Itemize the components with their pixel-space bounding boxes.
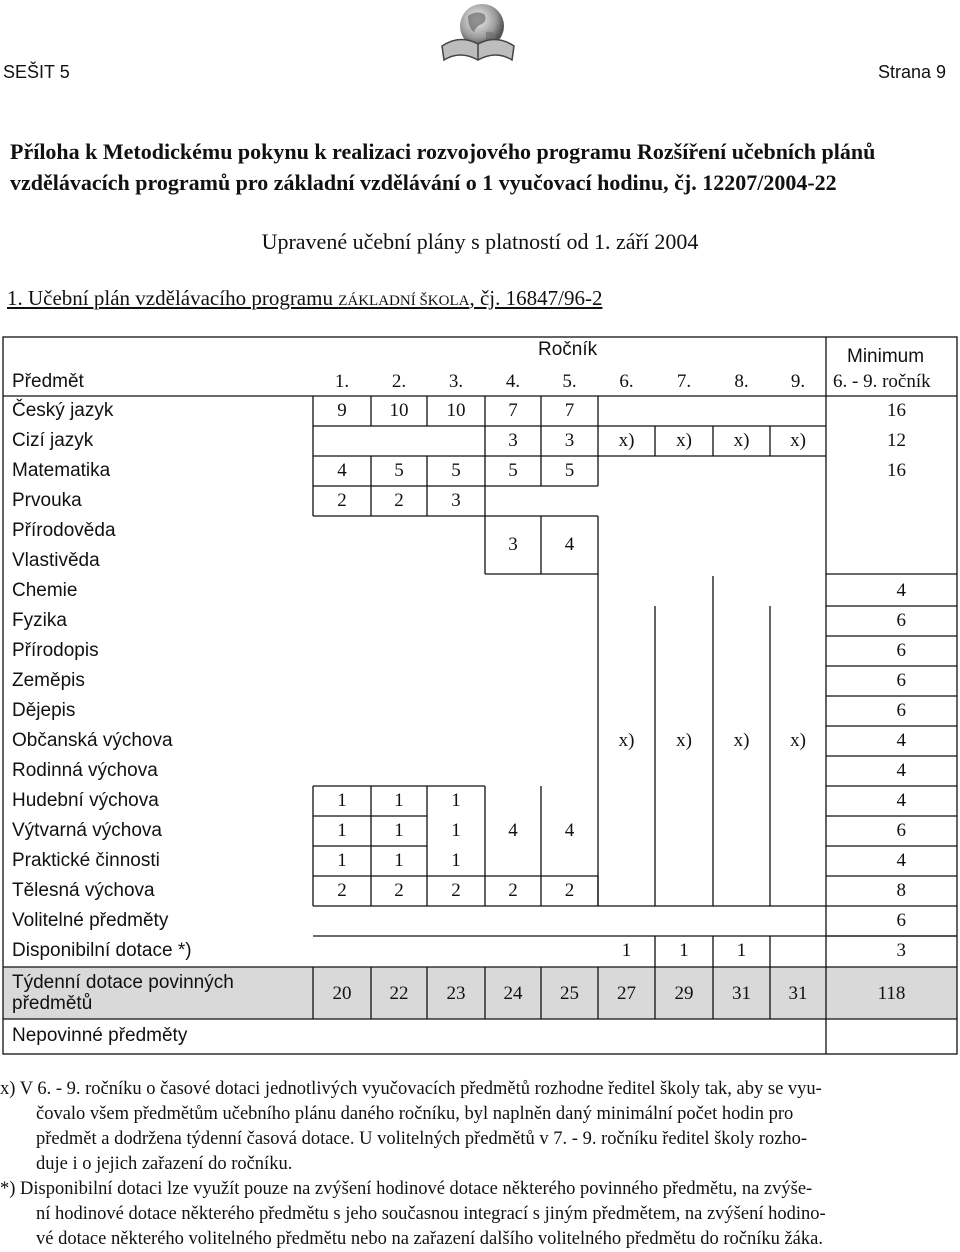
table-row-subject: Výtvarná výchova <box>12 820 162 841</box>
note-x-line-1: x) V 6. - 9. ročníku o časové dotaci jednotlivých vyučovacích předmětů rozhodne ředitel školy tak, aby se vyu- <box>0 1079 822 1099</box>
table-row-subject: Disponibilní dotace *) <box>12 940 192 961</box>
table-cell-grade-5: 2 <box>564 880 575 901</box>
table-cell-minimum: 6 <box>896 610 906 631</box>
table-cell-minimum: 16 <box>887 400 906 421</box>
table-cell-minimum: 6 <box>896 640 906 661</box>
table-cell-minimum: 4 <box>896 850 906 871</box>
table-cell-grade-7: 1 <box>679 940 689 961</box>
table-row-subject: Dějepis <box>12 700 76 721</box>
table-cell-grade-3: 1 <box>451 790 461 811</box>
plan-heading-prefix: 1. Učební plán vzdělávacího programu <box>7 286 339 310</box>
table-cell-minimum: 6 <box>896 820 906 841</box>
note-star-line-2: ní hodinové dotace některého předmětu s jeho současnou integrací s jiným předmětem, na zvýšení hodino- <box>36 1204 826 1224</box>
table-cell-grade-1: 1 <box>337 790 347 811</box>
table-cell-grade-1: 1 <box>337 820 347 841</box>
note-x-line-4: duje i o jejich zařazení do ročníku. <box>36 1154 293 1174</box>
table-cell-minimum: 6 <box>896 700 906 721</box>
upper-grade-8-x: x) <box>733 730 750 751</box>
table-row-subject: Občanská výchova <box>12 730 173 751</box>
total-row-label-line-2: předmětů <box>12 993 93 1014</box>
table-cell-grade-3: 3 <box>451 490 461 511</box>
table-row-subject: Fyzika <box>12 610 67 631</box>
table-cell-grade-2: 10 <box>389 400 409 421</box>
table-cell-grade-2: 2 <box>394 490 404 511</box>
header-predmet: Předmět <box>12 371 84 392</box>
header-grade-8: 8. <box>734 371 749 392</box>
table-cell-grade-1: 4 <box>337 460 347 481</box>
table-row-subject: Volitelné předměty <box>12 910 169 931</box>
table-cell-minimum: 3 <box>896 940 906 961</box>
table-cell-grade-5: 5 <box>564 460 575 481</box>
table-row-subject: Prvouka <box>12 490 82 511</box>
table-cell-grade-4: 2 <box>508 880 518 901</box>
total-row-label <box>12 972 234 1014</box>
table-row-subject: Český jazyk <box>12 400 114 421</box>
header-grade-3: 3. <box>448 371 464 392</box>
table-cell-minimum: 8 <box>896 880 906 901</box>
header-min-range: 6. - 9. ročník <box>833 371 931 392</box>
total-row-label-line-1: Týdenní dotace povinných <box>12 972 234 993</box>
table-cell-minimum: 4 <box>896 760 906 781</box>
table-cell-minimum: 4 <box>896 730 906 751</box>
total-cell-grade-3: 23 <box>446 983 466 1004</box>
header-grade-9: 9. <box>790 371 806 392</box>
table-cell-grade-1: 2 <box>337 880 347 901</box>
note-x-line-2: čovalo všem předmětům učebního plánu daného ročníku, byl naplněn daný minimální počet hodin pro <box>36 1104 794 1124</box>
upper-grade-9-x: x) <box>790 730 806 751</box>
upper-grade-7-x: x) <box>676 730 692 751</box>
total-cell-grade-5: 25 <box>560 983 579 1004</box>
total-cell-grade-2: 22 <box>389 983 409 1004</box>
header-page-number: Strana 9 <box>877 62 946 82</box>
arts-grade-4: 4 <box>508 820 518 841</box>
upper-grade-6-x: x) <box>618 730 635 751</box>
table-row-subject: Hudební výchova <box>12 790 159 811</box>
header-grade-4: 4. <box>505 371 521 392</box>
table-cell-grade-6: x) <box>618 430 635 451</box>
table-row-subject: Zeměpis <box>12 670 85 691</box>
table-cell-minimum: 6 <box>896 670 906 691</box>
table-row-subject: Přírodopis <box>12 640 99 661</box>
total-cell-grade-6: 27 <box>617 983 636 1004</box>
table-cell-grade-4: 7 <box>508 400 518 421</box>
table-cell-grade-2: 5 <box>394 460 404 481</box>
table-row-subject: Praktické činnosti <box>12 850 160 871</box>
header-rocnik: Ročník <box>538 339 598 360</box>
table-row-subject: Matematika <box>12 460 111 481</box>
header-grade-2: 2. <box>391 371 407 392</box>
table-cell-grade-8: x) <box>733 430 750 451</box>
table-row-subject: Vlastivěda <box>12 550 100 571</box>
table-row-subject: Cizí jazyk <box>12 430 94 451</box>
header-section-label: SEŠIT 5 <box>3 62 70 82</box>
table-cell-grade-1: 1 <box>337 850 347 871</box>
table-cell-grade-4: 3 <box>508 430 518 451</box>
prirodoveda-vlastiveda-grade-4: 3 <box>508 534 518 555</box>
header-grade-7: 7. <box>676 371 692 392</box>
total-cell-grade-8: 31 <box>732 983 751 1004</box>
arts-grade-5: 4 <box>564 820 575 841</box>
document-title-line-2: vzdělávacích programů pro základní vzdělávání o 1 vyučovací hodinu, čj. 12207/2004-22 <box>10 170 837 195</box>
table-cell-grade-8: 1 <box>736 940 747 961</box>
table-cell-grade-1: 9 <box>337 400 347 421</box>
header-grade-1: 1. <box>334 371 350 392</box>
table-cell-minimum: 6 <box>896 910 906 931</box>
document-subtitle: Upravené učební plány s platností od 1. září 2004 <box>261 229 699 254</box>
total-cell-grade-9: 31 <box>788 983 808 1004</box>
table-cell-grade-1: 2 <box>337 490 347 511</box>
total-cell-grade-1: 20 <box>332 983 352 1004</box>
optional-subjects-label: Nepovinné předměty <box>12 1025 188 1046</box>
note-star-line-1: *) Disponibilní dotaci lze využít pouze na zvýšení hodinové dotace některého povinného předmětu, na zvýše- <box>0 1179 813 1199</box>
table-cell-grade-3: 1 <box>451 850 461 871</box>
header-grade-5: 5. <box>562 371 577 392</box>
table-cell-grade-3: 2 <box>451 880 461 901</box>
table-cell-grade-2: 1 <box>394 850 404 871</box>
table-cell-minimum: 12 <box>887 430 906 451</box>
table-cell-grade-4: 5 <box>508 460 518 481</box>
table-row-subject: Tělesná výchova <box>12 880 155 901</box>
table-cell-grade-2: 1 <box>394 820 404 841</box>
table-cell-grade-2: 1 <box>394 790 404 811</box>
table-cell-grade-2: 2 <box>394 880 404 901</box>
table-cell-grade-3: 5 <box>451 460 461 481</box>
total-cell-grade-7: 29 <box>674 983 694 1004</box>
note-star-line-3: vé dotace některého volitelného předmětu nebo na zařazení dalšího volitelného předmětu do ročníku žáka. <box>36 1229 823 1249</box>
table-cell-grade-5: 7 <box>564 400 575 421</box>
prirodoveda-vlastiveda-grade-5: 4 <box>564 534 575 555</box>
note-x-line-3: předmět a dodržena týdenní časová dotace. U volitelných předmětů v 7. - 9. ročníku ředitel školy rozho- <box>36 1129 808 1149</box>
table-cell-grade-3: 1 <box>451 820 461 841</box>
total-cell-grade-4: 24 <box>503 983 523 1004</box>
table-cell-minimum: 16 <box>887 460 906 481</box>
document-title-line-1: Příloha k Metodickému pokynu k realizaci rozvojového programu Rozšíření učebních plánů <box>10 139 876 164</box>
table-row-subject: Chemie <box>12 580 78 601</box>
table-cell-minimum: 4 <box>896 580 906 601</box>
header-grade-6: 6. <box>619 371 634 392</box>
plan-heading-suffix: , čj. 16847/96-2 <box>469 286 603 310</box>
table-cell-grade-6: 1 <box>621 940 632 961</box>
header-minimum: Minimum <box>847 346 925 367</box>
table-row-subject: Přírodověda <box>12 520 116 541</box>
table-cell-grade-7: x) <box>676 430 692 451</box>
table-cell-minimum: 4 <box>896 790 906 811</box>
table-cell-grade-9: x) <box>790 430 806 451</box>
plan-heading-school: ZÁKLADNÍ ŠKOLA <box>338 293 470 309</box>
table-cell-grade-3: 10 <box>446 400 466 421</box>
total-row-minimum: 118 <box>877 983 906 1004</box>
table-row-subject: Rodinná výchova <box>12 760 158 781</box>
table-cell-grade-5: 3 <box>564 430 575 451</box>
